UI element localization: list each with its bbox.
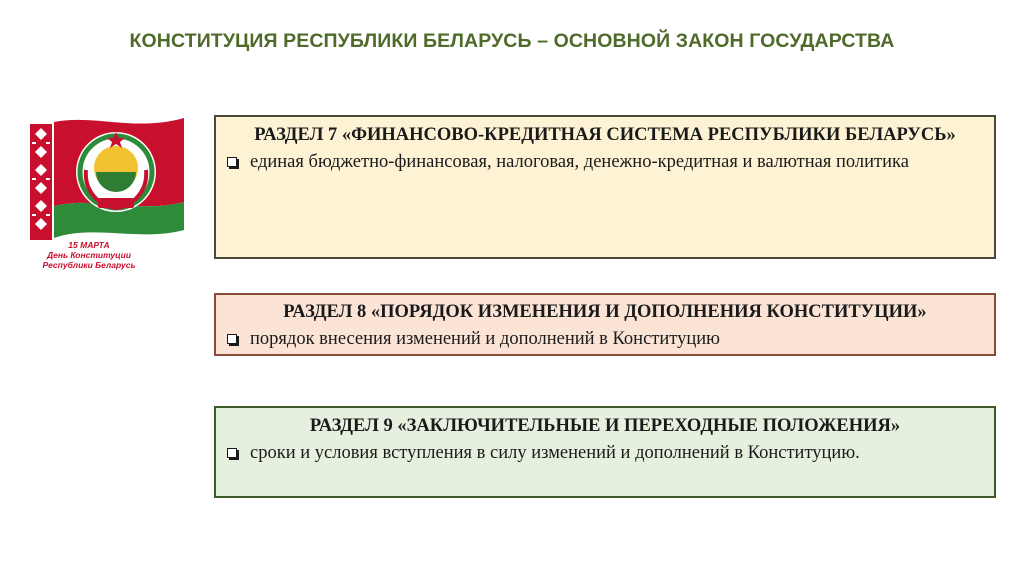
constitution-day-emblem <box>24 110 194 275</box>
flag-emblem-image <box>24 110 194 250</box>
square-bullet-icon <box>226 440 240 467</box>
section-7-item <box>226 149 984 176</box>
page-title: КОНСТИТУЦИЯ РЕСПУБЛИКИ БЕЛАРУСЬ – ОСНОВНОЙ ЗАКОН ГОСУДАРСТВА <box>129 30 895 52</box>
section-9-item-text: сроки и условия вступления в силу изменений и дополнений в Конституцию. <box>250 443 860 463</box>
square-bullet-icon <box>226 149 240 176</box>
section-9-heading: РАЗДЕЛ 9 «ЗАКЛЮЧИТЕЛЬНЫЕ И ПЕРЕХОДНЫЕ ПОЛОЖЕНИЯ» <box>309 416 901 436</box>
section-7-box <box>214 115 996 259</box>
section-9-box <box>214 406 996 498</box>
section-8-item <box>226 326 984 353</box>
section-8-item-text: порядок внесения изменений и дополнений в Конституцию <box>250 329 720 349</box>
emblem-caption-line3: Республики Беларусь <box>42 260 136 270</box>
section-8-box <box>214 293 996 356</box>
section-7-item-text: единая бюджетно-финансовая, налоговая, денежно-кредитная и валютная политика <box>250 152 909 172</box>
section-8-heading: РАЗДЕЛ 8 «ПОРЯДОК ИЗМЕНЕНИЯ И ДОПОЛНЕНИЯ КОНСТИТУЦИИ» <box>283 302 927 322</box>
emblem-caption-line1: 15 МАРТА <box>68 240 110 250</box>
emblem-caption-line2: День Конституции <box>46 250 132 260</box>
section-7-heading: РАЗДЕЛ 7 «ФИНАНСОВО-КРЕДИТНАЯ СИСТЕМА РЕСПУБЛИКИ БЕЛАРУСЬ» <box>254 125 956 145</box>
square-bullet-icon <box>226 326 240 353</box>
section-9-item <box>226 440 984 467</box>
